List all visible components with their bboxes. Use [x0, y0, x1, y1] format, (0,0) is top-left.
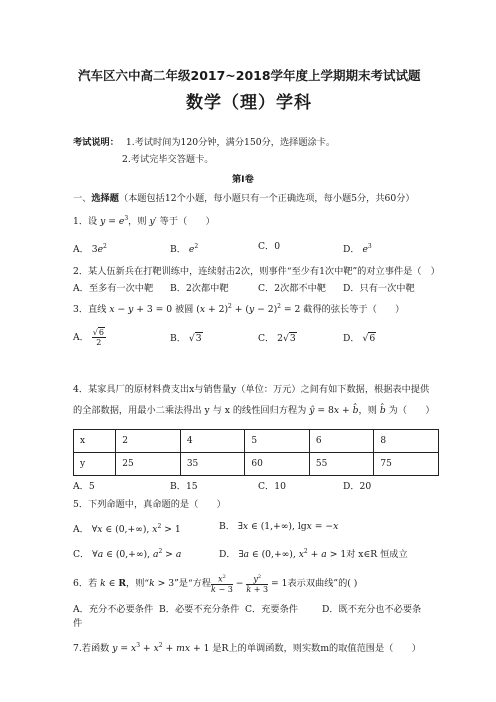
table-cell: 60 — [245, 453, 310, 476]
q5-option-a-label: A． — [73, 524, 89, 536]
q1-formula: y — [100, 216, 106, 228]
q6-text-c: ”是“方程 — [174, 578, 212, 589]
question-7-stem: 7.若函数 $y = x^3 + x^2$ + mx + 1 是R上的单调函数，则实数m的取值范围是（ ） — [73, 642, 421, 655]
table-cell: 5 — [245, 430, 310, 453]
q1-option-b: B． $e^2$ — [170, 243, 199, 256]
table-cell: x — [74, 430, 116, 453]
q5-option-d-tail: 对 x∈R 恒成立 — [346, 549, 408, 561]
question-4-stem-2: 的全部数据，用最小二乘法得出 y 与 x 的线性回归方程为 ŷ = 8x + b̂，则 b̂ 为（ ） — [73, 405, 435, 416]
q3-text-c: 截得的弦长等于（ ） — [300, 304, 405, 316]
q2-option-d: D．只有一次中靶 — [343, 283, 415, 294]
instruction-item-2: 2.考试完毕交答题卡。 — [122, 154, 214, 165]
q6-option-d: D．既不充分也不必要条 — [322, 604, 422, 615]
q5-option-d-label: D． — [219, 549, 236, 561]
q3-option-c-label: C． — [258, 333, 275, 344]
q5-option-a: A． ∀x ∈ (0,+∞), $x^2 > 1$ — [73, 523, 181, 536]
q7-text-b: 是R上的单调函数，则实数m的取值范围是（ ） — [209, 643, 421, 655]
q1-option-a: A． $3e^2$ — [73, 243, 107, 256]
q3-option-b-label: B． — [170, 333, 186, 344]
q4-text-c: 为（ ） — [385, 405, 435, 416]
table-row-x — [74, 430, 439, 453]
q4-text-b: ，则 — [358, 405, 380, 416]
q3-option-a: A． $\frac{√6}{2}$ — [73, 328, 104, 347]
q3-option-d-label: D． — [343, 333, 360, 344]
data-table — [73, 429, 439, 476]
q1-option-c: C．0 — [258, 241, 281, 252]
q6-option-a: A．充分不必要条件 — [73, 604, 154, 615]
table-cell: 6 — [309, 430, 374, 453]
section-description: （本题包括12个小题，每小题只有一个正确选项，每小题5分，共60分） — [118, 193, 415, 204]
table-cell: 8 — [374, 430, 439, 453]
question-1-stem: 1．设 $y = e^3$，则 y′ 等于（ ） — [73, 215, 215, 228]
q5-option-b-label: B． — [219, 521, 235, 532]
q2-option-c: C．2次都不中靶 — [258, 283, 326, 294]
q6-option-b: B．必要不充分条件 — [159, 604, 240, 615]
q4-text-a: 的全部数据，用最小二乘法得出 y 与 x 的线性回归方程为 — [73, 405, 310, 416]
q1-text-a: 1．设 — [73, 216, 101, 228]
subject-title: 数学（理）学科 — [186, 93, 312, 113]
q3-option-a-label: A． — [73, 332, 89, 343]
q5-option-c-label: C． — [73, 549, 90, 561]
instructions-line-1 — [73, 137, 335, 149]
q4-option-b: B．15 — [170, 481, 198, 492]
table-cell: 4 — [180, 430, 245, 453]
exam-title: 汽车区六中高二年级2017~2018学年度上学期期末考试试题 — [78, 68, 421, 83]
q4-option-c: C．10 — [258, 481, 286, 492]
q1-option-b-label: B． — [170, 244, 186, 256]
table-cell: 55 — [309, 453, 374, 476]
question-2-stem: 2．某人伍新兵在打靶训练中，连续射击2次，则事件“至少有1次中靶”的对立事件是（ ） — [73, 266, 440, 277]
q1-text-c: 等于（ ） — [156, 216, 215, 228]
table-row-y — [74, 453, 439, 476]
table-cell: 25 — [116, 453, 181, 476]
section-name: 选择题 — [91, 193, 119, 204]
q2-option-a: A．至多有一次中靶 — [73, 283, 154, 294]
table-cell: 2 — [116, 430, 181, 453]
section-prefix: 一、 — [73, 193, 92, 204]
q4-option-a: A．5 — [73, 481, 95, 492]
q5-option-c: C． ∀a ∈ (0,+∞), $a^2 > a$ — [73, 548, 182, 561]
question-6-stem: 6．若 k ∈ R，则“k > 3”是“方程 $\frac{x^2}{k - 3}$ − $\frac{y^2}{k + 3}$ = 1表示双曲线”的( ) — [73, 574, 358, 594]
q6-text-a: 6．若 — [73, 578, 101, 589]
q3-option-c: C． 2√3 — [258, 333, 296, 344]
q3-text-a: 3．直线 — [73, 304, 110, 316]
q2-option-b: B．2次都中靶 — [170, 283, 229, 294]
table-cell: 75 — [374, 453, 439, 476]
q1-option-d: D． $e^3$ — [343, 243, 372, 256]
question-4-stem-1: 4．某家具厂的原材料费支出x与销售量y（单位：万元）之间有如下数据，根据表中提供 — [73, 384, 430, 395]
volume-label: 第Ⅰ卷 — [232, 174, 254, 185]
q5-option-b: B． ∃x ∈ (1,+∞), lgx = −x — [219, 521, 339, 532]
instruction-item-1: 1.考试时间为120分钟，满分150分，选择题涂卡。 — [125, 137, 336, 148]
q6-text-b: ，则“ — [126, 578, 150, 589]
q6-option-d-continuation: 件 — [73, 618, 83, 629]
q5-option-d: D． ∃a ∈ (0,+∞), $x^2 + a > 1$对 x∈R 恒成立 — [219, 548, 408, 561]
section-heading — [73, 193, 415, 205]
q3-option-b: B． √3 — [170, 333, 202, 344]
table-cell: 35 — [180, 453, 245, 476]
q7-text-a: 7.若函数 — [73, 643, 113, 655]
instructions-label: 考试说明： — [73, 137, 119, 148]
question-5-stem: 5．下列命题中，真命题的是（ ） — [73, 499, 226, 510]
q1-option-a-label: A． — [73, 244, 89, 256]
question-3-stem: 3．直线 x − y + 3 = 0 被圆 $(x + 2)^2 + (y - 2)^2 = 2$ 截得的弦长等于（ ） — [73, 303, 405, 316]
q3-option-d: D． √6 — [343, 333, 376, 344]
q4-option-d: D．20 — [343, 481, 372, 492]
q1-text-b: ，则 — [128, 216, 150, 228]
q6-text-d: 表示双曲线”的( ) — [287, 578, 358, 589]
q3-text-b: 被圆 — [172, 304, 197, 316]
q6-option-c: C．充要条件 — [245, 604, 298, 615]
q1-option-d-label: D． — [343, 244, 360, 256]
table-cell: y — [74, 453, 116, 476]
